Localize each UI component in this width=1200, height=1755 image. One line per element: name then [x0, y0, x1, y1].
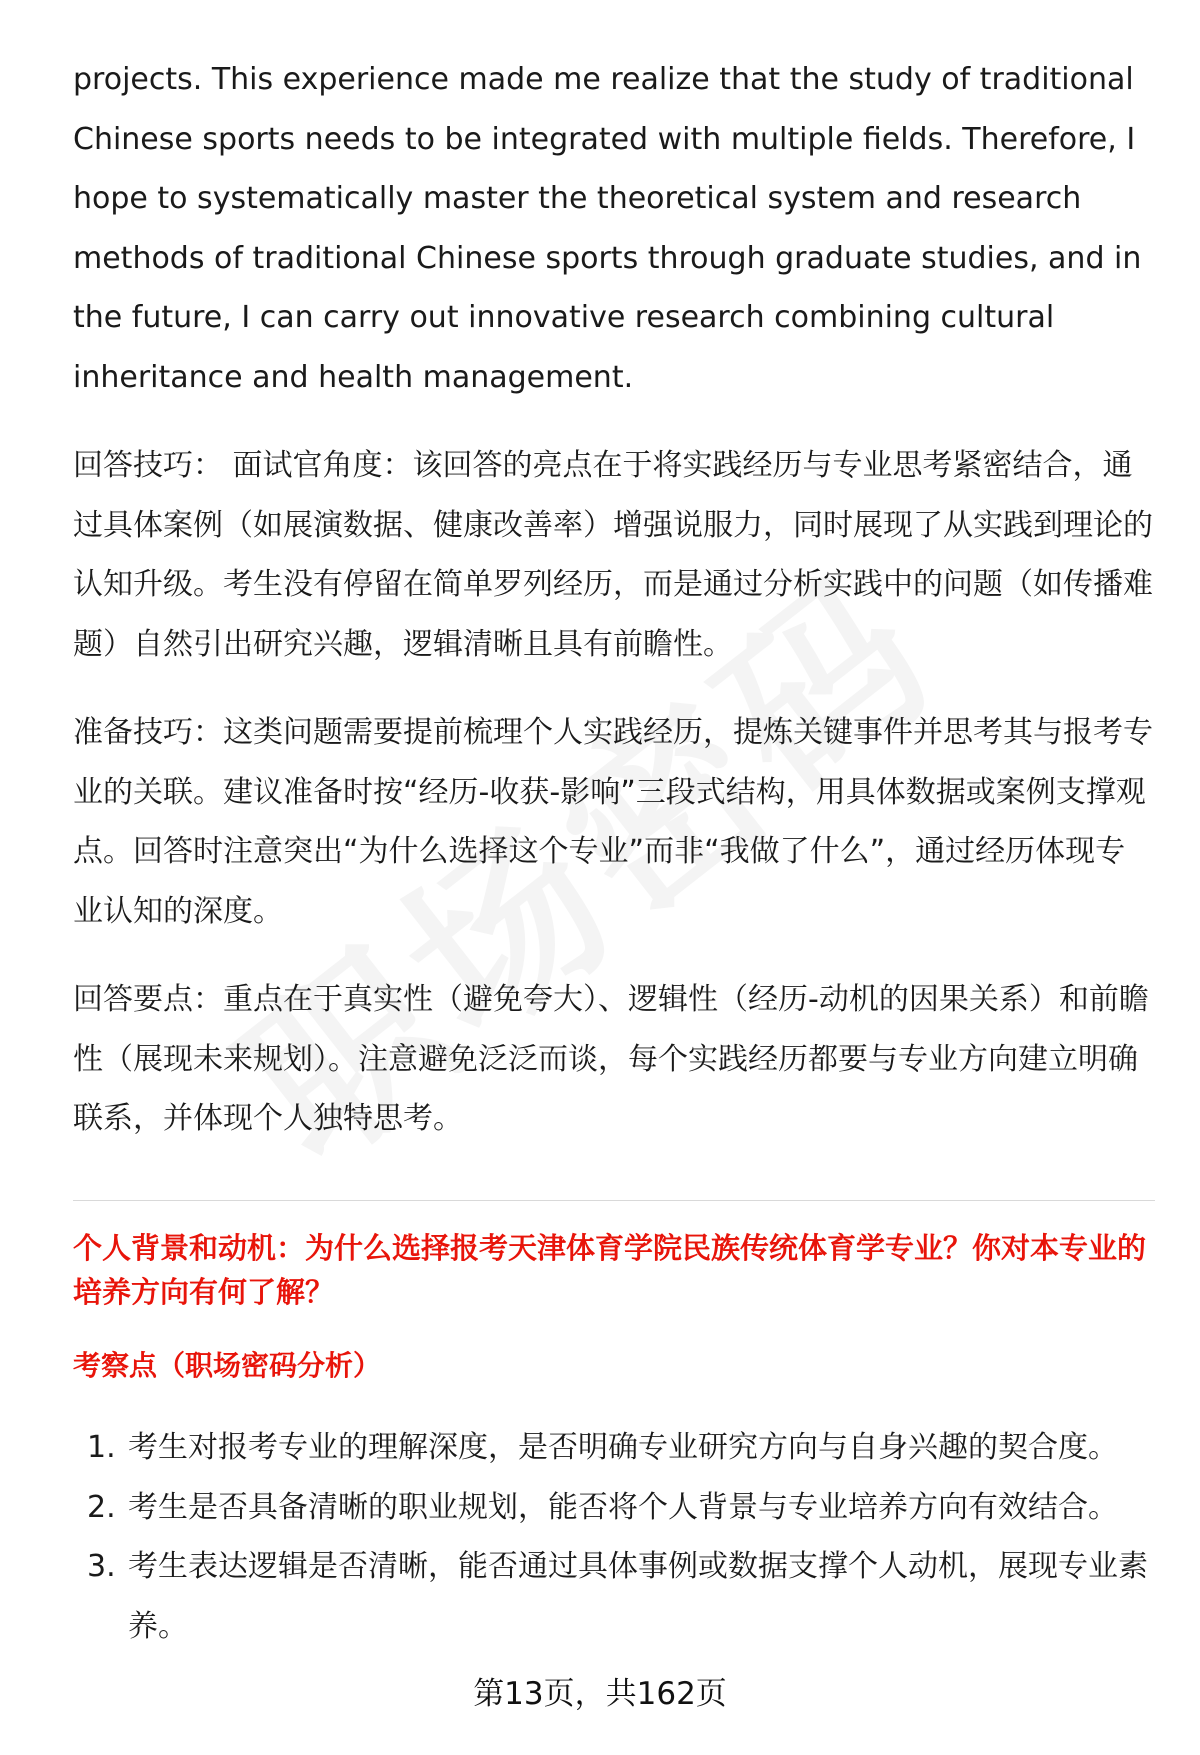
- list-item-number: 1.: [87, 1430, 116, 1465]
- section-title: 个人背景和动机：为什么选择报考天津体育学院民族传统体育学专业？你对本专业的培养方向有何了解？: [73, 1231, 1147, 1309]
- list-item-text: 考生表达逻辑是否清晰，能否通过具体事例或数据支撑个人动机，展现专业素养。: [128, 1549, 1148, 1644]
- list-item: [73, 1418, 1155, 1478]
- list-item-text: 考生对报考专业的理解深度，是否明确专业研究方向与自身兴趣的契合度。: [128, 1430, 1118, 1465]
- answer-points-paragraph: 回答要点：重点在于真实性（避免夸大）、逻辑性（经历-动机的因果关系）和前瞻性（展现未来规划）。注意避免泛泛而谈，每个实践经历都要与专业方向建立明确联系，并体现个人独特思考。: [73, 982, 1149, 1136]
- list-item-number: 3.: [87, 1549, 116, 1584]
- points-list: [73, 1418, 1155, 1656]
- page-number-footer: 第13页，共162页: [473, 1676, 727, 1712]
- list-item-text: 考生是否具备清晰的职业规划，能否将个人背景与专业培养方向有效结合。: [128, 1489, 1118, 1525]
- sub-title: 考察点（职场密码分析）: [73, 1349, 382, 1382]
- section-divider: [73, 1200, 1155, 1201]
- answer-tips-paragraph: 回答技巧： 面试官角度：该回答的亮点在于将实践经历与专业思考紧密结合，通过具体案例（如展演数据、健康改善率）增强说服力，同时展现了从实践到理论的认知升级。考生没有停留在简单罗列经历，而是通过分析实践中的问题（如传播难题）自然引出研究兴趣，逻辑清晰且具有前瞻性。: [73, 448, 1153, 662]
- list-item: [73, 1537, 1155, 1656]
- prep-tips-paragraph: 准备技巧：这类问题需要提前梳理个人实践经历，提炼关键事件并思考其与报考专业的关联。建议准备时按“经历-收获-影响”三段式结构，用具体数据或案例支撑观点。回答时注意突出“为什么选择这个专业”而非“我做了什么”，通过经历体现专业认知的深度。: [73, 715, 1153, 929]
- list-item-number: 2.: [87, 1489, 116, 1525]
- list-item: [73, 1478, 1155, 1538]
- intro-paragraph: projects. This experience made me realize that the study of traditional Chinese sports needs to be integrated with multiple fields. Therefore, I hope to systematically master the theoretical system and research methods of traditional Chinese sports through graduate studies, and in the future, I can carry out innovative research combining cultural inheritance and health management.: [73, 62, 1142, 395]
